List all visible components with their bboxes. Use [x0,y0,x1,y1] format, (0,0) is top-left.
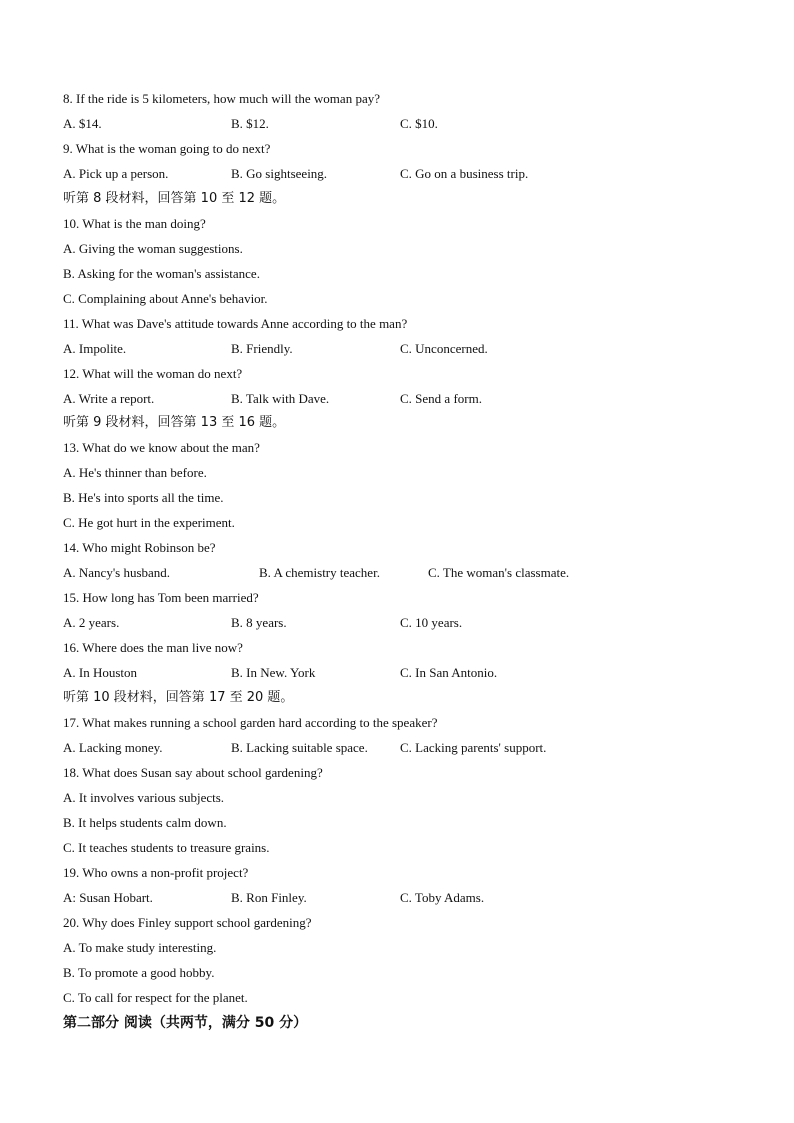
question-line: C. He got hurt in the experiment. [63,515,235,531]
question-line: 17. What makes running a school garden hard according to the speaker? [63,715,438,730]
option-row [63,166,743,182]
answer-option: A. $14. [63,115,102,131]
answer-option: B. A chemistry teacher. [259,565,380,581]
answer-option: C. Send a form. [400,390,482,406]
answer-option: A. 2 years. [63,615,120,631]
question-line: 16. Where does the man live now? [63,640,243,656]
question-line: 9. What is the woman going to do next? [63,140,271,156]
question-line: B. Asking for the woman's assistance. [63,265,260,281]
option-row [63,341,743,357]
question-line: 18. What does Susan say about school gardening? [63,764,323,780]
question-line: 11. What was Dave's attitude towards Anne according to the man? [63,315,408,331]
answer-option: B. Go sightseeing. [231,165,328,181]
answer-option: B. In New. York [231,665,316,681]
section-instruction: 听第 8 段材料，回答第 10 至 12 题。 [63,190,286,206]
answer-option: B. Friendly. [231,340,293,356]
answer-option: A. Write a report. [63,390,155,406]
question-line: A. He's thinner than before. [63,465,207,481]
answer-option: C. Lacking parents' support. [400,739,547,755]
answer-option: C. Toby Adams. [400,889,485,905]
option-row [63,890,743,906]
option-row [63,740,743,756]
option-row [63,116,743,132]
section-instruction: 听第 9 段材料，回答第 13 至 16 题。 [63,415,286,431]
answer-option: A. Impolite. [63,340,127,356]
answer-option: B. 8 years. [231,615,287,631]
answer-option: A. Pick up a person. [63,165,169,181]
answer-option: C. The woman's classmate. [428,565,570,581]
option-row [63,565,743,581]
answer-option: A. In Houston [63,665,138,681]
question-line: C. Complaining about Anne's behavior. [63,290,268,306]
option-row [63,615,743,631]
question-line: 15. How long has Tom been married? [63,590,259,606]
option-row [63,665,743,681]
question-line: C. It teaches students to treasure grains. [63,839,270,855]
section-instruction: 听第 10 段材料，回答第 17 至 20 题。 [63,690,294,706]
answer-option: C. 10 years. [400,615,463,631]
question-line: B. It helps students calm down. [63,814,227,830]
question-line: A. To make study interesting. [63,939,217,955]
question-line: 13. What do we know about the man? [63,440,260,456]
question-line: B. To promote a good hobby. [63,964,215,980]
question-line: A. Giving the woman suggestions. [63,240,243,256]
question-line: 19. Who owns a non-profit project? [63,864,249,880]
question-line: 12. What will the woman do next? [63,365,243,381]
question-line: A. It involves various subjects. [63,789,225,805]
answer-option: B. Lacking suitable space. [231,739,368,755]
answer-option: C. $10. [400,115,438,131]
part-heading: 第二部分 阅读（共两节，满分 50 分） [63,1014,308,1031]
question-line: B. He's into sports all the time. [63,490,224,506]
answer-option: A. Lacking money. [63,739,163,755]
question-line: 20. Why does Finley support school gardening? [63,914,312,930]
question-line: 8. If the ride is 5 kilometers, how much will the woman pay? [63,91,380,106]
option-row [63,391,743,407]
answer-option: C. Unconcerned. [400,340,488,356]
answer-option: B. Talk with Dave. [231,390,330,406]
answer-option: B. Ron Finley. [231,889,307,905]
answer-option: C. Go on a business trip. [400,165,529,181]
answer-option: A: Susan Hobart. [63,889,153,905]
answer-option: B. $12. [231,115,269,131]
answer-option: A. Nancy's husband. [63,565,171,581]
question-line: 14. Who might Robinson be? [63,540,216,556]
answer-option: C. In San Antonio. [400,665,498,681]
question-line: 10. What is the man doing? [63,215,206,231]
question-line: C. To call for respect for the planet. [63,989,248,1005]
